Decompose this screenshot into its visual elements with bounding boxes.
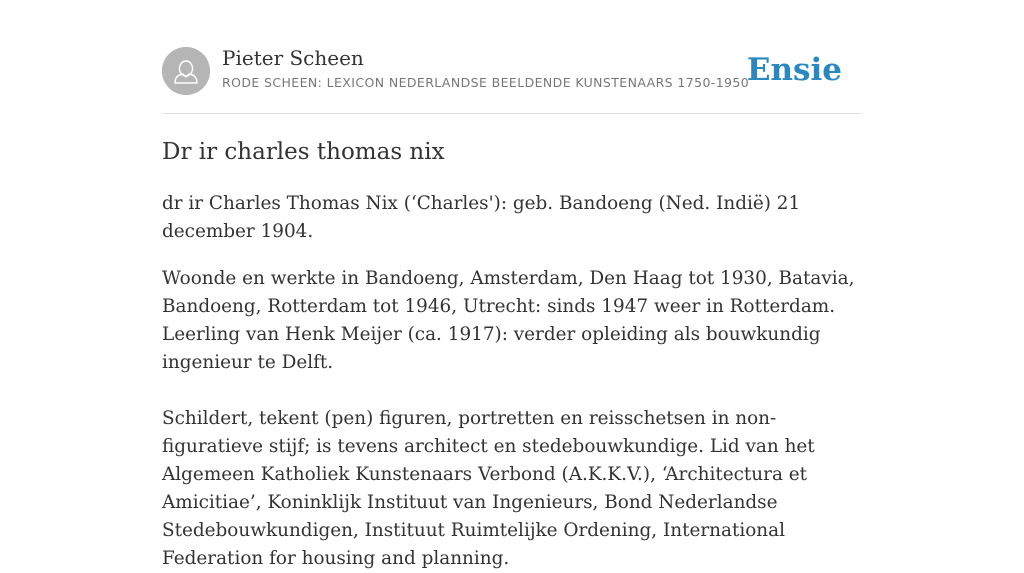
ensie-logo[interactable]: Ensie xyxy=(746,52,842,88)
page-title: Dr ir charles thomas nix xyxy=(162,139,445,165)
author-name[interactable]: Pieter Scheen xyxy=(222,46,364,70)
author-header xyxy=(162,0,862,114)
entry-paragraph: dr ir Charles Thomas Nix (‘Charles'): geb. Bandoeng (Ned. Indië) 21 december 1904. xyxy=(162,193,801,242)
entry-body xyxy=(162,190,874,573)
source-title[interactable]: RODE SCHEEN: LEXICON NEDERLANDSE BEELDENDE KUNSTENAARS 1750-1950 xyxy=(222,75,750,90)
user-icon xyxy=(162,47,210,95)
entry-paragraph: Woonde en werkte in Bandoeng, Amsterdam, Den Haag tot 1930, Batavia, Bandoeng, Rotterdam tot 1946, Utrecht: sinds 1947 weer in Rotterdam. Leerling van Henk Meijer (ca. 1917): verder opleiding als bouwkundig ingenieur te Delft. xyxy=(162,268,855,373)
avatar[interactable] xyxy=(162,47,210,95)
article-container xyxy=(162,0,862,569)
entry-paragraph: Schildert, tekent (pen) figuren, portretten en reisschetsen in non-figuratieve stijf; is tevens architect en stedebouwkundige. Lid van het Algemeen Katholiek Kunstenaars Verbond (A.K.K.V.), ‘Architectura et Amicitiae’, Koninklijk Instituut van Ingenieurs, Bond Nederlandse Stedebouwkundigen, Instituut Ruimtelijke Ordening, International Federation for housing and planning. xyxy=(162,408,815,569)
